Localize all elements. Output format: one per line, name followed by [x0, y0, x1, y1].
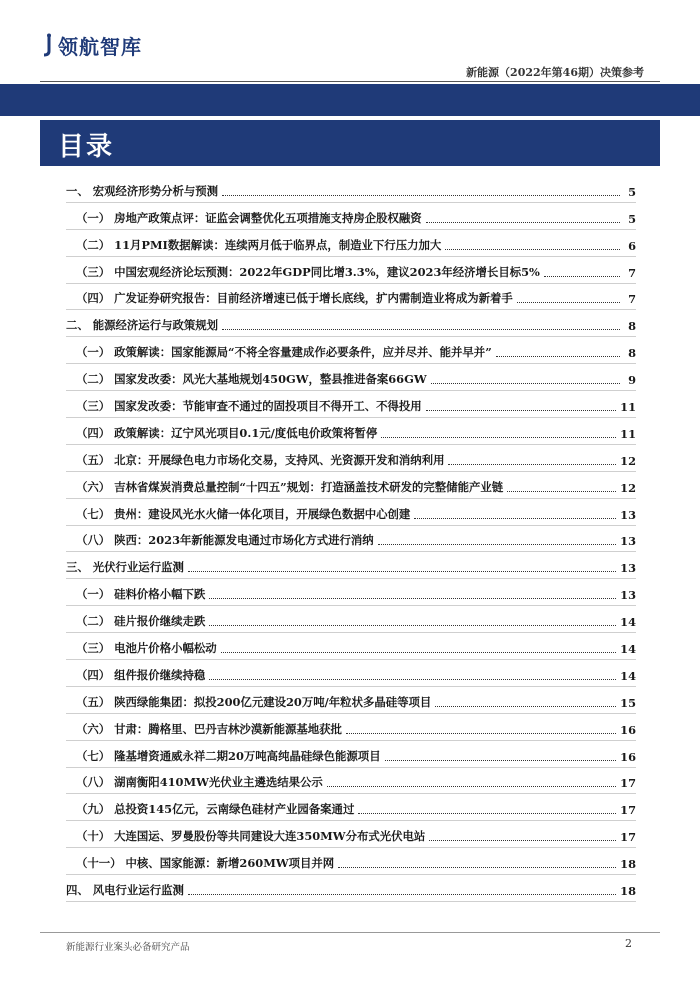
toc-dot-leader: [544, 276, 620, 277]
toc-entry-label: （九） 总投资145亿元，云南绿色硅材产业园备案通过: [76, 802, 355, 817]
toc-dot-leader: [517, 302, 620, 303]
toc-entry-label: （八） 陕西：2023年新能源发电通过市场化方式进行消纳: [76, 533, 374, 548]
toc-section-entry[interactable]: [66, 871, 636, 898]
toc-entry-label: （二） 硅片报价继续走跌: [76, 614, 206, 629]
toc-dot-leader: [431, 383, 620, 384]
issue-title: 新能源（2022年第46期）决策参考: [466, 66, 644, 79]
toc-entry-label: （三） 电池片价格小幅松动: [76, 641, 217, 656]
toc-entry-label: （四） 政策解读：辽宁风光项目0.1元/度低电价政策将暂停: [76, 425, 378, 440]
toc-entry-label: （一） 房地产政策点评：证监会调整优化五项措施支持房企股权融资: [76, 210, 422, 225]
header-divider: [40, 81, 660, 82]
toc-entry-page: 16: [620, 722, 636, 737]
toc-entry-label: （二） 11月PMI数据解读：连续两月低于临界点，制造业下行压力加大: [76, 237, 442, 252]
logo: [40, 32, 142, 58]
toc-dot-leader: [209, 679, 616, 680]
toc-subsection-entry[interactable]: [66, 629, 636, 656]
page-number: 2: [625, 937, 632, 950]
toc-subsection-entry[interactable]: [66, 333, 636, 360]
toc-entry-page: 17: [620, 830, 636, 845]
toc-dot-leader: [327, 786, 616, 787]
toc-dot-leader: [209, 625, 616, 626]
toc-entry-page: 13: [620, 561, 636, 576]
toc-dot-leader: [222, 195, 620, 196]
toc-dot-leader: [445, 249, 620, 250]
toc-subsection-entry[interactable]: [66, 414, 636, 441]
logo-mark-icon: [40, 33, 56, 57]
toc-entry-page: 18: [620, 857, 636, 872]
logo-text: 领航智库: [58, 34, 142, 59]
toc-subsection-entry[interactable]: [66, 575, 636, 602]
toc-dot-leader: [338, 867, 616, 868]
toc-entry-page: 5: [628, 211, 636, 226]
toc-subsection-entry[interactable]: [66, 656, 636, 683]
toc-entry-label: （八） 湖南衡阳410MW光伏业主遴选结果公示: [76, 775, 323, 790]
toc-dot-leader: [188, 571, 616, 572]
header-band: [0, 84, 700, 116]
toc-dot-leader: [378, 544, 616, 545]
toc-entry-page: 8: [628, 346, 636, 361]
toc-dot-leader: [429, 840, 616, 841]
toc-entry-page: 11: [620, 400, 636, 415]
toc-subsection-entry[interactable]: [66, 495, 636, 522]
toc-subsection-entry[interactable]: [66, 683, 636, 710]
toc-subsection-entry[interactable]: [66, 280, 636, 307]
toc-dot-leader: [435, 706, 616, 707]
toc-dot-leader: [426, 410, 616, 411]
toc-entry-page: 17: [620, 803, 636, 818]
title-bar: [40, 120, 660, 166]
toc-entry-label: （六） 吉林省煤炭消费总量控制“十四五”规划：打造涵盖技术研发的完整储能产业链: [76, 479, 504, 494]
toc-entry-label: （六） 甘肃：腾格里、巴丹吉林沙漠新能源基地获批: [76, 721, 342, 736]
toc-entry-label: （七） 贵州：建设风光水火储一体化项目，开展绿色数据中心创建: [76, 506, 411, 521]
toc-dot-leader: [209, 598, 616, 599]
toc-entry-label: （五） 北京：开展绿色电力市场化交易，支持风、光资源开发和消纳利用: [76, 452, 445, 467]
table-of-contents: [66, 172, 636, 898]
toc-subsection-entry[interactable]: [66, 226, 636, 253]
toc-dot-leader: [222, 329, 620, 330]
toc-entry-page: 6: [628, 238, 636, 253]
toc-entry-label: 二、 能源经济运行与政策规划: [66, 318, 219, 333]
toc-entry-label: 三、 光伏行业运行监测: [66, 560, 184, 575]
toc-entry-label: （三） 中国宏观经济论坛预测：2022年GDP同比增3.3%，建议2023年经济增长目标5%: [76, 264, 540, 279]
toc-entry-page: 16: [620, 749, 636, 764]
toc-entry-label: （十一） 中核、国家能源：新增260MW项目并网: [76, 856, 335, 871]
toc-dot-leader: [496, 356, 620, 357]
toc-dot-leader: [414, 518, 616, 519]
toc-subsection-entry[interactable]: [66, 468, 636, 495]
toc-subsection-entry[interactable]: [66, 710, 636, 737]
toc-entry-page: 9: [628, 373, 636, 388]
toc-subsection-entry[interactable]: [66, 387, 636, 414]
toc-dot-leader: [346, 733, 616, 734]
toc-entry-page: 14: [620, 642, 636, 657]
toc-entry-label: 四、 风电行业运行监测: [66, 883, 184, 898]
toc-dot-leader: [221, 652, 616, 653]
toc-subsection-entry[interactable]: [66, 253, 636, 280]
toc-entry-page: 8: [628, 319, 636, 334]
toc-section-entry[interactable]: [66, 306, 636, 333]
toc-subsection-entry[interactable]: [66, 522, 636, 549]
toc-entry-label: （一） 政策解读：国家能源局“不将全容量建成作必要条件，应并尽并、能并早并”: [76, 345, 492, 360]
toc-entry-page: 12: [620, 453, 636, 468]
footer-divider: [40, 932, 660, 933]
toc-entry-page: 5: [628, 184, 636, 199]
toc-entry-page: 18: [620, 884, 636, 899]
toc-entry-label: （一） 硅料价格小幅下跌: [76, 587, 206, 602]
toc-dot-leader: [385, 760, 617, 761]
toc-subsection-entry[interactable]: [66, 790, 636, 817]
toc-entry-label: （五） 陕西绿能集团：拟投200亿元建设20万吨/年粒状多晶硅等项目: [76, 694, 432, 709]
toc-subsection-entry[interactable]: [66, 737, 636, 764]
toc-dot-leader: [448, 464, 616, 465]
toc-subsection-entry[interactable]: [66, 602, 636, 629]
toc-subsection-entry[interactable]: [66, 844, 636, 871]
toc-entry-page: 13: [620, 588, 636, 603]
toc-subsection-entry[interactable]: [66, 441, 636, 468]
page-title: 目录: [58, 132, 115, 162]
toc-section-entry[interactable]: [66, 172, 636, 199]
toc-dot-leader: [381, 437, 616, 438]
toc-subsection-entry[interactable]: [66, 360, 636, 387]
toc-entry-label: （七） 隆基增资通威永祥二期20万吨高纯晶硅绿色能源项目: [76, 748, 381, 763]
toc-entry-label: （四） 组件报价继续持稳: [76, 667, 206, 682]
toc-entry-page: 13: [620, 507, 636, 522]
toc-dot-leader: [358, 813, 616, 814]
toc-entry-page: 14: [620, 668, 636, 683]
toc-row-divider: [66, 901, 636, 902]
toc-entry-page: 7: [628, 265, 636, 280]
toc-section-entry[interactable]: [66, 548, 636, 575]
toc-entry-page: 15: [620, 695, 636, 710]
toc-entry-page: 17: [620, 776, 636, 791]
toc-subsection-entry[interactable]: [66, 199, 636, 226]
toc-entry-page: 7: [628, 292, 636, 307]
footer-text: 新能源行业案头必备研究产品: [66, 942, 190, 953]
toc-subsection-entry[interactable]: [66, 817, 636, 844]
toc-dot-leader: [188, 894, 616, 895]
toc-dot-leader: [426, 222, 620, 223]
toc-entry-page: 12: [620, 480, 636, 495]
toc-entry-page: 13: [620, 534, 636, 549]
toc-entry-label: 一、 宏观经济形势分析与预测: [66, 183, 219, 198]
toc-entry-page: 14: [620, 615, 636, 630]
toc-subsection-entry[interactable]: [66, 764, 636, 791]
toc-entry-page: 11: [620, 426, 636, 441]
toc-dot-leader: [507, 491, 616, 492]
toc-entry-label: （十） 大连国运、罗曼股份等共同建设大连350MW分布式光伏电站: [76, 829, 426, 844]
toc-entry-label: （二） 国家发改委：风光大基地规划450GW，整县推进备案66GW: [76, 372, 427, 387]
toc-entry-label: （四） 广发证券研究报告：目前经济增速已低于增长底线，扩内需制造业将成为新着手: [76, 291, 513, 306]
toc-entry-label: （三） 国家发改委：节能审查不通过的固投项目不得开工、不得投用: [76, 399, 422, 414]
